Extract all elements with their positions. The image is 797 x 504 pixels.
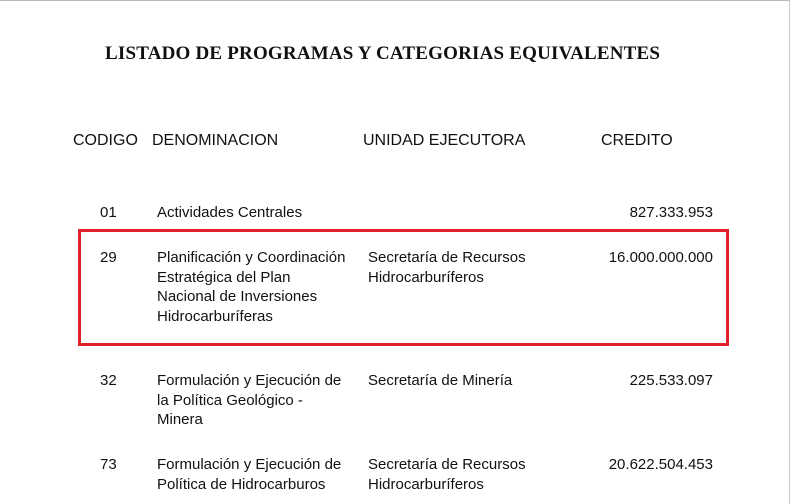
- row-credito: 20.622.504.453: [608, 456, 713, 473]
- row-denominacion: Formulación y Ejecución de Política de Hidrocarburos: [157, 456, 342, 493]
- row-unidad-ejecutora: Secretaría de Minería: [368, 372, 513, 389]
- row-codigo: 32: [100, 372, 117, 389]
- column-header-unidad-ejecutora: UNIDAD EJECUTORA: [363, 132, 526, 149]
- column-header-credito: CREDITO: [601, 132, 673, 149]
- row-codigo: 73: [100, 456, 117, 473]
- page-title: LISTADO DE PROGRAMAS Y CATEGORIAS EQUIVALENTES: [105, 43, 661, 64]
- highlight-box: [78, 229, 729, 346]
- row-codigo: 01: [100, 204, 117, 221]
- column-header-denominacion: DENOMINACION: [152, 132, 279, 149]
- row-unidad-ejecutora: Secretaría de Recursos Hidrocarburíferos: [368, 456, 526, 493]
- row-credito: 225.533.097: [629, 372, 713, 389]
- row-credito: 16.000.000.000: [608, 249, 713, 266]
- row-unidad-ejecutora: Secretaría de Recursos Hidrocarburíferos: [368, 249, 526, 286]
- row-denominacion: Planificación y Coordinación Estratégica del Plan Nacional de Inversiones Hidrocarburíferas: [157, 249, 346, 325]
- row-denominacion: Actividades Centrales: [157, 204, 303, 221]
- row-denominacion: Formulación y Ejecución de la Política Geológico - Minera: [157, 372, 342, 428]
- top-border: [0, 0, 790, 1]
- right-border: [789, 0, 790, 504]
- column-header-codigo: CODIGO: [73, 132, 138, 149]
- row-codigo: 29: [100, 249, 117, 266]
- row-credito: 827.333.953: [629, 204, 713, 221]
